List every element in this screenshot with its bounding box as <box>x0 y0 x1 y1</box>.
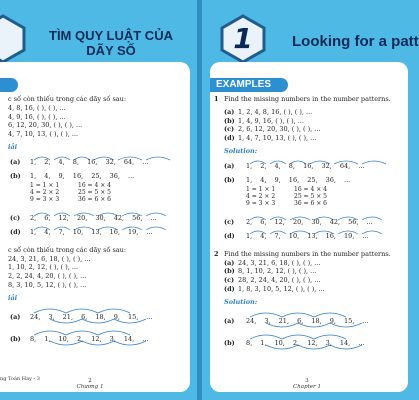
solution-label: iải <box>8 293 18 302</box>
solution-sequence: 24, 3, 21, 6, 18, 9, 15, ... <box>30 312 153 321</box>
solution-row: (a) 24, 3, 21, 6, 18, 9, 15, ... <box>214 309 398 331</box>
problem-item: (c) 2, 6, 12, 20, 30, ( ), ( ), ... <box>224 125 321 134</box>
hexagon-badge-icon <box>0 14 28 64</box>
problem-item: 4, 9, 16, ( ), ( ), ... <box>8 112 66 121</box>
page-title: Looking for a patt <box>292 33 419 50</box>
solution-sequence: 8, 1, 10, 2, 12, 3, 14, ... <box>30 334 149 343</box>
problem-item: 4, 7, 10, 13, ( ), ( ), ... <box>8 130 79 139</box>
page-title: TÌM QUY LUẬT CỦA DÃY SỐ <box>49 28 173 58</box>
solution-sequence: 2, 6, 12, 20, 30, 42, 56, ... <box>246 217 373 226</box>
solution-row: (b) 1, 4, 9, 16, 25, 36, ... <box>10 171 135 180</box>
solution-row: (b) 1, 4, 9, 16, 25, 36, ... <box>224 175 351 184</box>
problem-item: 1, 10, 2, 12, ( ), ( ), ... <box>8 263 79 272</box>
problem-item: (b) 8, 1, 10, 2, 12, ( ), ( ), ... <box>224 267 317 276</box>
right-page <box>202 0 419 400</box>
page-content <box>214 95 398 353</box>
problem-prompt: c số còn thiếu trong các dãy số sau: <box>8 95 127 103</box>
solution-label: iải <box>8 142 18 151</box>
problem-prompt: c số còn thiếu trong các dãy số sau: <box>8 245 127 254</box>
problem-item: 4, 8, 16, ( ), ( ), ... <box>8 103 66 112</box>
solution-sequence: 1, 4, 7, 10, 13, 16, 19, ... <box>30 227 153 236</box>
solution-label: Solution: <box>224 297 258 306</box>
solution-sequence: 1, 2, 4, 8, 16, 32, 64, ... <box>30 157 149 166</box>
solution-row: (d) 1, 4, 7, 10, 13, 16, 19, ... <box>214 228 398 242</box>
page-number: 2 <box>88 378 92 384</box>
solution-sequence: 1, 4, 9, 16, 25, 36, ... <box>246 175 351 184</box>
solution-sequence: 24, 3, 21, 6, 18, 9, 15, ... <box>246 316 369 325</box>
problem-item: 8, 3, 10, 5, 12, ( ), ( ), ... <box>8 280 87 289</box>
square-facts: 1 = 1 × 1 4 = 2 × 2 9 = 3 × 3 16 = 4 × 4 25 = 5 × 5 36 = 6 × 6 <box>30 181 111 203</box>
problem-item: (d) 1, 4, 7, 10, 13, ( ), ( ), ... <box>224 134 317 143</box>
problem-prompt: 2 Find the missing numbers in the number patterns. <box>214 249 391 258</box>
solution-label: Solution: <box>224 146 258 155</box>
page-footer <box>282 378 332 390</box>
chapter-label: Chapter 1 <box>293 384 321 390</box>
left-page <box>0 0 198 400</box>
problem-item: 2, 2, 24, 4, 20, ( ), ( ), ... <box>8 272 87 281</box>
solution-sequence: 8, 1, 10, 2, 12, 3, 14, ... <box>246 338 365 347</box>
problem-item: (b) 1, 4, 9, 16, ( ), ( ), ... <box>224 116 304 125</box>
problem-item: 6, 12, 20, 30, ( ), ( ), ... <box>8 121 83 130</box>
examples-banner: EXAMPLES <box>210 78 288 92</box>
page-content <box>8 95 194 349</box>
chapter-number: 1 <box>233 22 253 55</box>
solution-row: (b) 8, 1, 10, 2, 12, 3, 14, ... <box>8 327 194 349</box>
problem-item: (c) 28, 2, 24, 4, 20, ( ), ( ), ... <box>224 276 321 285</box>
solution-row: (b) 8, 1, 10, 2, 12, 3, 14, ... <box>214 331 398 353</box>
solution-row: (a) 1, 2, 4, 8, 16, 32, 64, ... <box>8 154 194 168</box>
solution-row: (a) 24, 3, 21, 6, 18, 9, 15, ... <box>8 305 194 327</box>
page-footer <box>60 378 120 390</box>
problem-item: (a) 1, 2, 4, 8, 16, ( ), ( ), ... <box>224 107 313 116</box>
problem-item: (a) 24, 3, 21, 6, 18, ( ), ( ), ... <box>224 258 321 267</box>
solution-sequence: 2, 6, 12, 20, 30, 42, 56, ... <box>30 213 157 222</box>
solution-sequence: 1, 2, 4, 8, 16, 32, 64, ... <box>246 161 365 170</box>
examples-banner <box>0 78 18 92</box>
solution-sequence: 1, 4, 7, 10, 13, 16, 19, ... <box>246 231 369 240</box>
page-number: 3 <box>305 378 309 384</box>
problem-item: (d) 1, 8, 3, 10, 5, 12, ( ), ( ), ... <box>224 284 325 293</box>
solution-row: (c) 2, 6, 12, 20, 30, 42, 56, ... <box>8 210 194 224</box>
solution-row: (a) 1, 2, 4, 8, 16, 32, 64, ... <box>214 158 398 172</box>
book-brand: ng Toán Hay - 3 <box>0 376 40 382</box>
chapter-label: Chương 1 <box>76 384 104 390</box>
square-facts: 1 = 1 × 1 4 = 2 × 2 9 = 3 × 3 16 = 4 × 4 25 = 5 × 5 36 = 6 × 6 <box>246 185 327 207</box>
problem-prompt: 1 Find the missing numbers in the number patterns. <box>214 95 391 103</box>
solution-row: (d) 1, 4, 7, 10, 13, 16, 19, ... <box>8 224 194 238</box>
solution-row: (c) 2, 6, 12, 20, 30, 42, 56, ... <box>214 214 398 228</box>
problem-item: 24, 3, 21, 6, 18, ( ), ( ), ... <box>8 254 91 263</box>
solution-sequence: 1, 4, 9, 16, 25, 36, ... <box>30 171 135 180</box>
